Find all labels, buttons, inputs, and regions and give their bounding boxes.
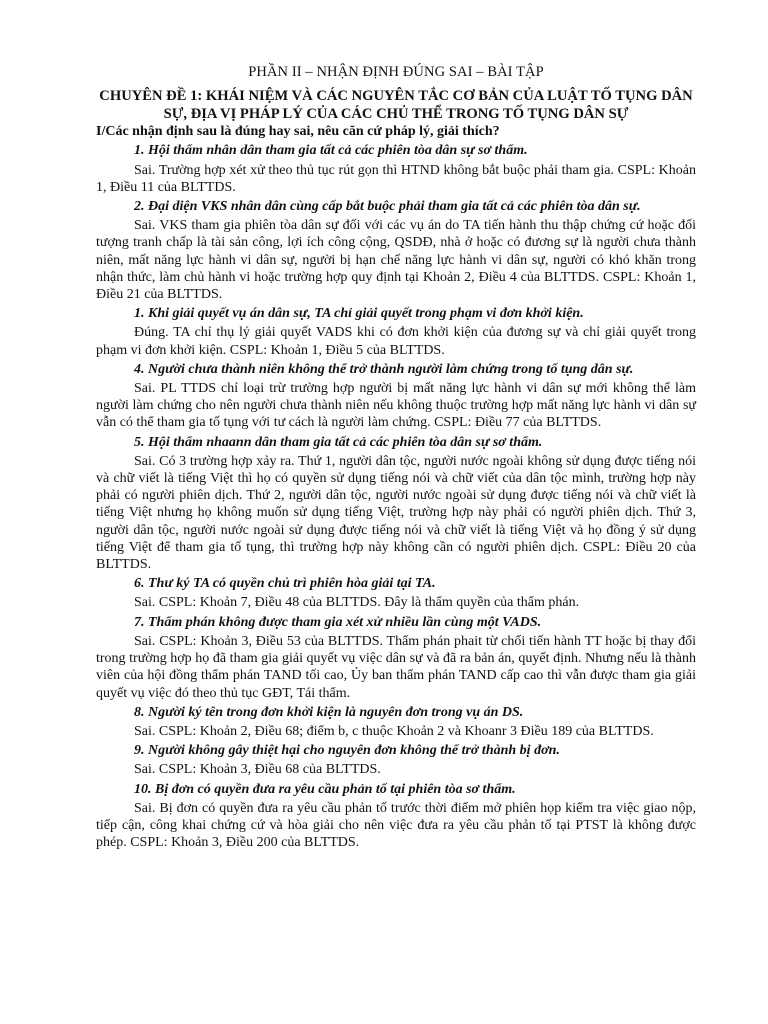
answer-10: Sai. Bị đơn có quyền đưa ra yêu cầu phản tố trước thời điểm mở phiên họp kiểm tra việc giao nộp, tiếp cận, công khai chứng cứ và hòa giải cho nên việc đưa ra yêu cầu phản tố tại PTST là không được phép. CSPL: Khoản 3, Điều 200 của BLTTDS. <box>96 800 696 851</box>
answer-2: Sai. VKS tham gia phiên tòa dân sự đối với các vụ án do TA tiến hành thu thập chứng cứ hoặc đối tượng tranh chấp là tài sản công, lợi ích công cộng, QSDĐ, nhà ở hoặc có đương sự là người chưa thành niên, mất năng lực hành vi dân sự, người bị hạn chế năng lực hành vi dân sự, người có khó khăn trong nhận thức, làm chủ hành vi hoặc trường hợp quy định tại Khoản 2, Điều 4 của BLTTDS. CSPL: Khoản 1, Điều 21 của BLTTDS. <box>96 218 696 303</box>
question-10: 10. Bị đơn có quyền đưa ra yêu cầu phản tố tại phiên tòa sơ thẩm. <box>134 781 516 797</box>
answer-5: Sai. Có 3 trường hợp xảy ra. Thứ 1, người dân tộc, người nước ngoài không sử dụng được tiếng nói và chữ viết là tiếng Việt thì họ có quyền sử dụng tiếng nói và chữ viết của dân tộc mình, trường hợp này phải có người phiên dịch. Thứ 2, người dân tộc, người nước ngoài sử dụng được tiếng nói và chữ viết là tiếng Việt nhưng họ không muốn sử dụng tiếng Việt, trường hợp này phải có người phiên dịch. Thứ 3, người dân tộc, người nước ngoài sử dụng được tiếng nói và chữ viết là tiếng Việt và họ đồng ý sử dụng tiếng Việt để tham gia tố tụng, thì trường hợp này không cần có người phiên dịch. CSPL: Điều 20 của BLTTDS. <box>96 453 696 573</box>
item-list <box>96 142 696 851</box>
answer-9: Sai. CSPL: Khoản 3, Điều 68 của BLTTDS. <box>134 762 381 778</box>
answer-8: Sai. CSPL: Khoản 2, Điều 68; điểm b, c thuộc Khoản 2 và Khoanr 3 Điều 189 của BLTTDS. <box>134 723 654 739</box>
answer-1: Sai. Trường hợp xét xử theo thủ tục rút gọn thì HTND không bắt buộc phải tham gia. CSPL: Khoản 1, Điều 11 của BLTTDS. <box>96 162 696 195</box>
answer-3: Đúng. TA chỉ thụ lý giải quyết VADS khi có đơn khởi kiện của đương sự và chỉ giải quyết trong phạm vi đơn khởi kiện. CSPL: Khoản 1, Điều 5 của BLTTDS. <box>96 325 696 358</box>
section-heading: I/Các nhận định sau là đúng hay sai, nêu căn cứ pháp lý, giải thích? <box>96 124 500 140</box>
part-title: PHẦN II – NHẬN ĐỊNH ĐÚNG SAI – BÀI TẬP <box>248 64 544 80</box>
question-5: 5. Hội thẩm nhaann dân tham gia tất cả các phiên tòa dân sự sơ thẩm. <box>134 434 543 450</box>
question-8: 8. Người ký tên trong đơn khởi kiện là nguyên đơn trong vụ án DS. <box>134 704 524 720</box>
topic-title: CHUYÊN ĐỀ 1: KHÁI NIỆM VÀ CÁC NGUYÊN TẮC CƠ BẢN CỦA LUẬT TỐ TỤNG DÂN SỰ, ĐỊA VỊ PHÁP LÝ CỦA CÁC CHỦ THỂ TRONG TỐ TỤNG DÂN SỰ <box>99 88 693 123</box>
question-2: 2. Đại diện VKS nhân dân cùng cấp bắt buộc phải tham gia tất cả các phiên tòa dân sự. <box>134 199 641 215</box>
answer-7: Sai. CSPL: Khoản 3, Điều 53 của BLTTDS. Thẩm phán phait từ chối tiến hành TT hoặc bị thay đổi trong trường hợp họ đã tham gia giải quyết vụ việc dân sự và đã ra bản án, quyết định. Nhưng nếu là thành viên của hội đồng thẩm phán TAND tối cao, Ủy ban thẩm phán TAND cấp cao thì vẫn được tham gia giải quyết vụ việc đó theo thủ tục GĐT, Tái thẩm. <box>96 633 696 701</box>
question-6: 6. Thư ký TA có quyền chủ trì phiên hòa giải tại TA. <box>134 576 436 592</box>
question-3: 1. Khi giải quyết vụ án dân sự, TA chỉ giải quyết trong phạm vi đơn khởi kiện. <box>134 306 584 322</box>
answer-6: Sai. CSPL: Khoản 7, Điều 48 của BLTTDS. Đây là thẩm quyền của thẩm phán. <box>134 595 580 611</box>
question-9: 9. Người không gây thiệt hại cho nguyên đơn không thể trở thành bị đơn. <box>134 743 560 759</box>
question-1: 1. Hội thẩm nhân dân tham gia tất cả các phiên tòa dân sự sơ thẩm. <box>134 143 528 159</box>
answer-4: Sai. PL TTDS chỉ loại trừ trường hợp người bị mất năng lực hành vi dân sự mới không thể làm người làm chứng cho nên người chưa thành niên nếu không thuộc trường hợp mất năng lực hành vi dân sự vẫn có thể tham gia tố tụng với tư cách là người làm chứng. CSPL: Điều 77 của BLTTDS. <box>96 381 696 431</box>
question-7: 7. Thẩm phán không được tham gia xét xử nhiều lần cùng một VADS. <box>134 614 542 630</box>
question-4: 4. Người chưa thành niên không thể trở thành người làm chứng trong tố tụng dân sự. <box>134 361 634 377</box>
document-page <box>96 64 696 851</box>
